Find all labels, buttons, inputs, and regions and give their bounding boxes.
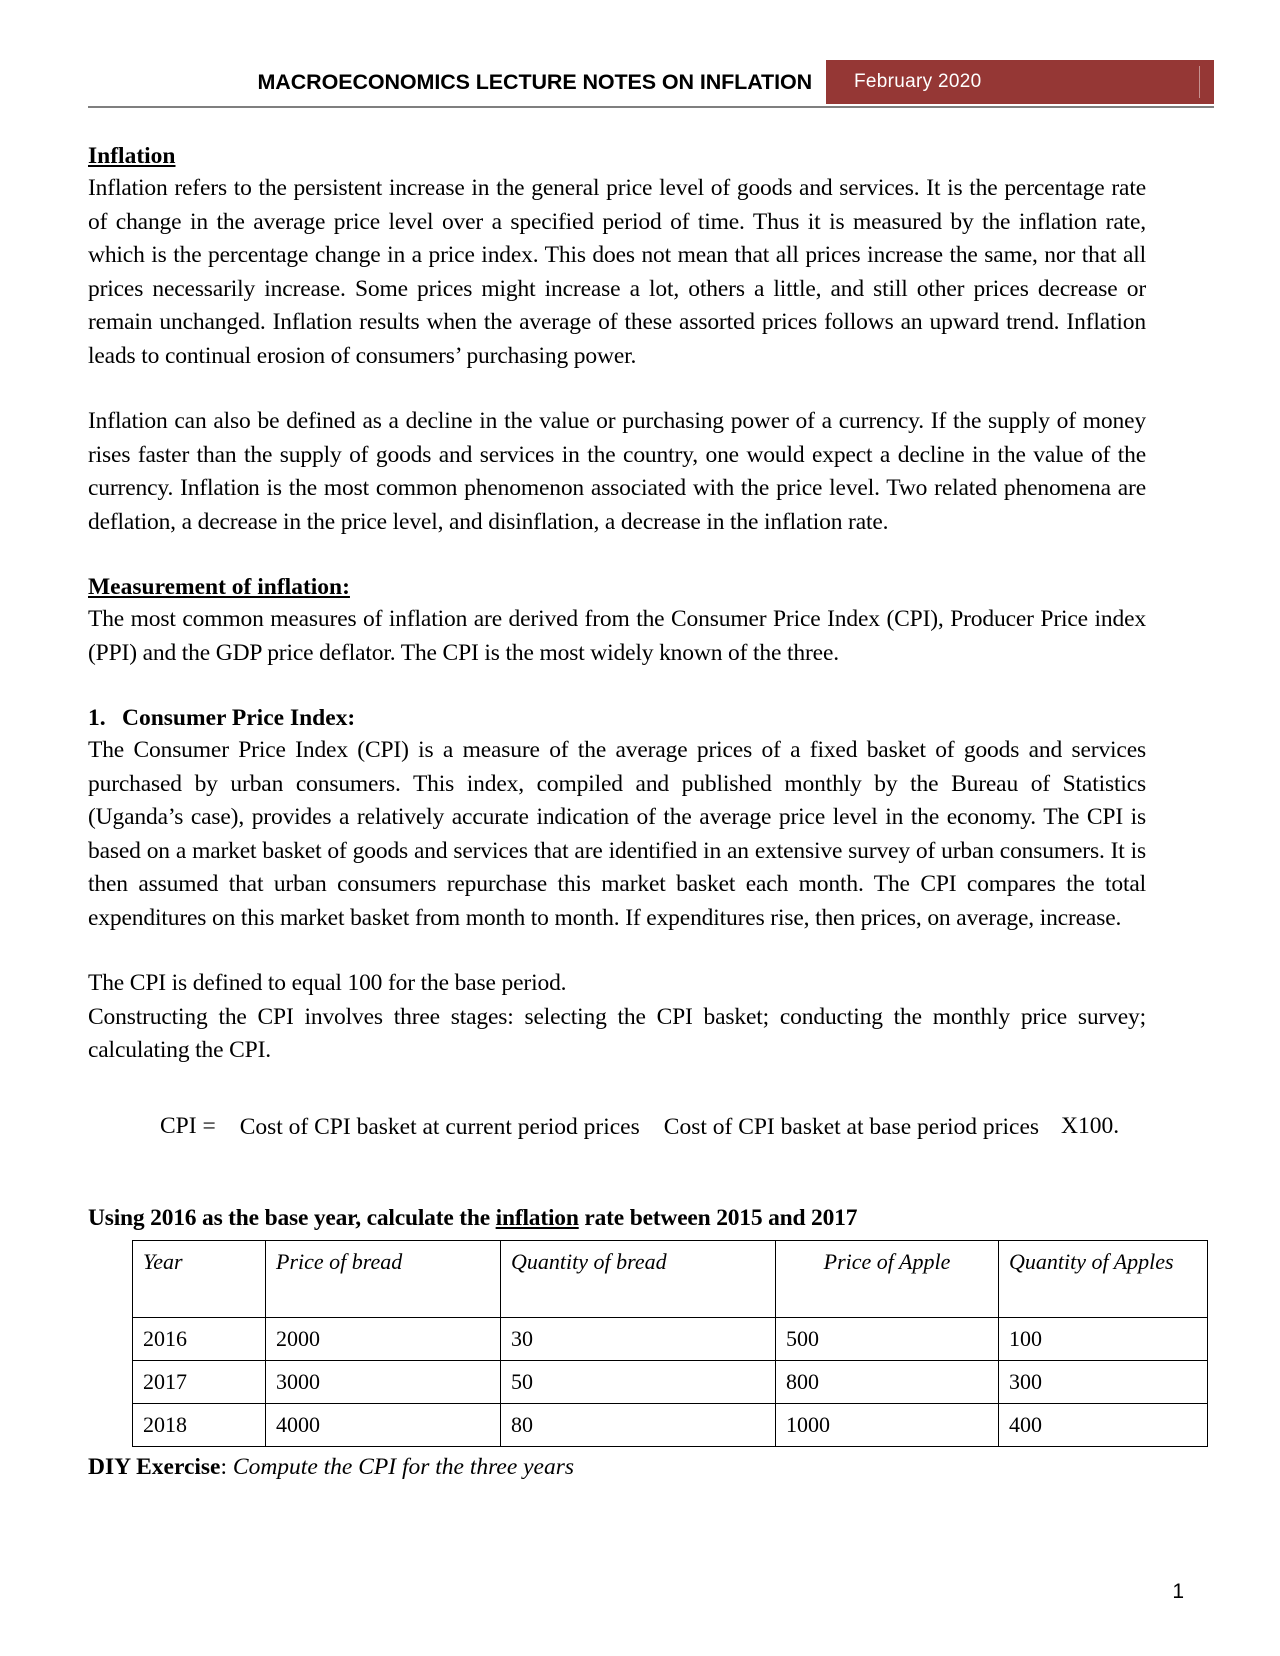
formula-denominator: Cost of CPI basket at base period prices — [663, 1113, 1040, 1140]
page-number: 1 — [1172, 1580, 1184, 1603]
table-header-price-of-apple: Price of Apple — [776, 1240, 999, 1317]
heading-label: Consumer Price Index: — [122, 705, 356, 731]
formula-numerator: Cost of CPI basket at current period prices — [239, 1113, 640, 1140]
header-divider — [88, 106, 1214, 108]
table-header-quantity-of-apples: Quantity of Apples — [999, 1240, 1208, 1317]
header-date-separator — [1199, 66, 1200, 98]
header-date: February 2020 — [854, 71, 982, 92]
cell-price-of-bread: 3000 — [266, 1360, 501, 1403]
table-row — [133, 1317, 1208, 1360]
exercise-heading-part-2: rate between 2015 and 2017 — [578, 1204, 858, 1231]
spacer — [88, 539, 1146, 571]
table-header-year: Year — [133, 1240, 266, 1317]
cell-price-of-bread: 2000 — [266, 1317, 501, 1360]
header-date-box — [826, 60, 1214, 104]
table-header-quantity-of-bread: Quantity of bread — [501, 1240, 776, 1317]
spacer — [88, 935, 1146, 967]
formula-fraction — [230, 1112, 1049, 1142]
document-title: MACROECONOMICS LECTURE NOTES ON INFLATION — [257, 69, 812, 94]
cell-quantity-of-bread: 30 — [501, 1317, 776, 1360]
paragraph-cpi-3: Constructing the CPI involves three stages: selecting the CPI basket; conducting the monthly price survey; calculating the CPI. — [88, 1003, 1146, 1063]
paragraph-cpi-2: The CPI is defined to equal 100 for the base period. — [88, 970, 567, 996]
heading-measurement: Measurement of inflation: — [88, 574, 350, 600]
heading-inflation: Inflation — [88, 143, 176, 169]
document-body — [88, 140, 1174, 1483]
formula-multiplier: X100. — [1061, 1113, 1120, 1139]
cell-quantity-of-bread: 50 — [501, 1360, 776, 1403]
table-row — [133, 1360, 1208, 1403]
cell-year: 2018 — [133, 1403, 266, 1446]
spacer — [88, 1186, 1146, 1202]
table-header-price-of-bread: Price of bread — [266, 1240, 501, 1317]
exercise-heading-part-1: Using 2016 as the base year, calculate the — [88, 1204, 496, 1231]
diy-exercise-label: DIY Exercise — [88, 1453, 221, 1480]
cpi-formula-row — [160, 1112, 1119, 1142]
cell-price-of-apple: 500 — [776, 1317, 999, 1360]
paragraph-inflation-2: Inflation can also be defined as a decline in the value or purchasing power of a currency. If the supply of money rises faster than the supply of goods and services in the country, one would expect a decline in the value of the currency. Inflation is the most common phenomenon associated with the price level. Two related phenomena are deflation, a decrease in the price level, and disinflation, a decrease in the inflation rate. — [88, 408, 1146, 535]
page-header — [0, 0, 1280, 112]
heading-number: 1. — [88, 705, 106, 731]
cell-year: 2016 — [133, 1317, 266, 1360]
cell-year: 2017 — [133, 1360, 266, 1403]
cell-quantity-of-apples: 300 — [999, 1360, 1208, 1403]
formula-left-hand-side: CPI = — [160, 1113, 216, 1139]
cpi-formula — [88, 1090, 1146, 1186]
cell-price-of-bread: 4000 — [266, 1403, 501, 1446]
cell-price-of-apple: 1000 — [776, 1403, 999, 1446]
diy-exercise-text: Compute the CPI for the three years — [232, 1453, 575, 1480]
table-row — [133, 1403, 1208, 1446]
diy-exercise-line — [88, 1451, 1146, 1483]
cell-quantity-of-bread: 80 — [501, 1403, 776, 1446]
paragraph-measurement-1: The most common measures of inflation are derived from the Consumer Price Index (CPI), Producer Price index (PPI) and the GDP price deflator. The CPI is the most widely known of the three. — [88, 606, 1146, 666]
paragraph-cpi-1: The Consumer Price Index (CPI) is a measure of the average prices of a fixed basket of goods and services purchased by urban consumers. This index, compiled and published monthly by the Bureau of Statistics (Uganda’s case), provides a relatively accurate indication of the average price level in the economy. The CPI is based on a market basket of goods and services that are identified in an extensive survey of urban consumers. It is then assumed that urban consumers repurchase this market basket each month. The CPI compares the total expenditures on this market basket from month to month. If expenditures rise, then prices, on average, increase. — [88, 737, 1146, 931]
header-row — [88, 60, 1214, 104]
spacer — [88, 373, 1146, 405]
table-header-row — [133, 1240, 1208, 1317]
cell-price-of-apple: 800 — [776, 1360, 999, 1403]
exercise-heading-underlined: inflation — [495, 1204, 579, 1231]
exercise-heading — [88, 1202, 1146, 1234]
cell-quantity-of-apples: 400 — [999, 1403, 1208, 1446]
cpi-basket-table — [132, 1240, 1208, 1447]
heading-consumer-price-index — [88, 702, 1146, 734]
cell-quantity-of-apples: 100 — [999, 1317, 1208, 1360]
diy-exercise-separator: : — [220, 1453, 233, 1480]
paragraph-inflation-1: Inflation refers to the persistent increase in the general price level of goods and services. It is the percentage rate of change in the average price level over a specified period of time. Thus it is measured by the inflation rate, which is the percentage change in a price index. This does not mean that all prices increase the same, nor that all prices necessarily increase. Some prices might increase a lot, others a little, and still other prices decrease or remain unchanged. Inflation results when the average of these assorted prices follows an upward trend. Inflation leads to continual erosion of consumers’ purchasing power. — [88, 175, 1146, 369]
spacer — [88, 670, 1146, 702]
